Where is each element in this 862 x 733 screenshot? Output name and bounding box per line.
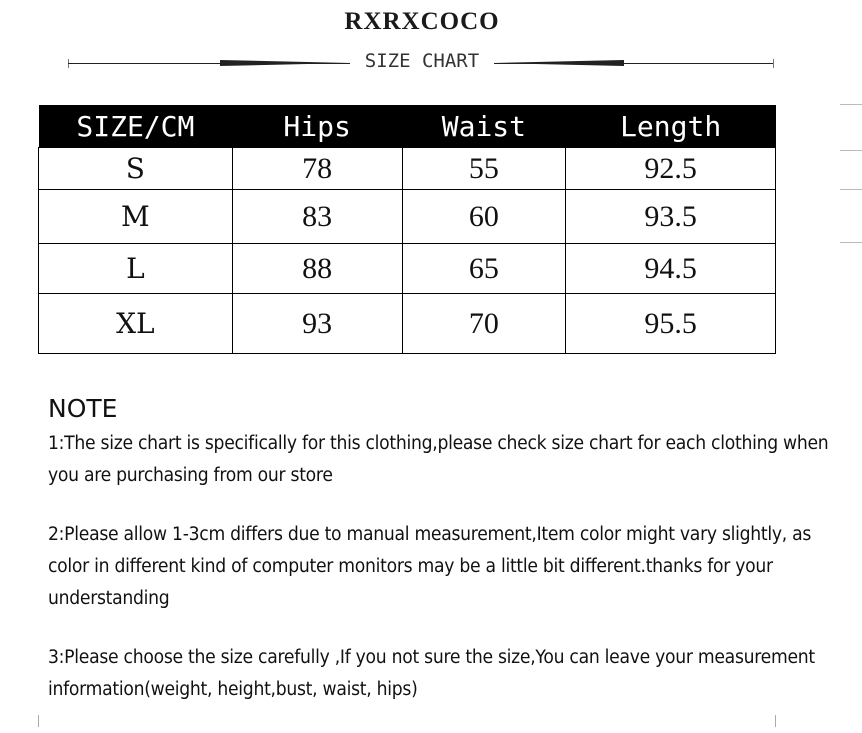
edge-mark [840,104,862,105]
notes-heading: NOTE [48,394,118,423]
size-cell: XL [39,294,233,354]
note-item-2: 2:Please allow 1-3cm differs due to manual measurement,Item color might vary slightly, as color in different kind of computer monitors may be a little bit different.thanks for your understanding [48,524,812,609]
length-cell: 92.5 [566,148,776,190]
waist-cell: 65 [402,244,566,294]
size-cell: M [39,190,233,244]
notes-section [48,394,838,733]
table-row [39,244,776,294]
edge-mark [840,242,862,243]
table-row [39,148,776,190]
brand-title: RXRXCOCO [344,8,500,35]
size-table-header-row [39,105,776,148]
table-row [39,190,776,244]
column-header-hips: Hips [232,105,402,148]
column-header-length: Length [566,105,776,148]
size-chart-subtitle: SIZE CHART [364,50,480,72]
length-cell: 94.5 [566,244,776,294]
title-rule-left-wedge [220,60,350,66]
edge-mark [840,189,862,190]
size-table [38,105,776,354]
waist-cell: 55 [402,148,566,190]
hips-cell: 93 [232,294,402,354]
edge-mark [38,715,39,727]
edge-mark [775,715,776,727]
table-row [39,294,776,354]
title-rule-right [494,63,774,64]
waist-cell: 70 [402,294,566,354]
hips-cell: 88 [232,244,402,294]
size-cell: L [39,244,233,294]
note-item-1: 1:The size chart is specifically for this clothing,please check size chart for each clothing when you are purchasing from our store [48,433,829,486]
length-cell: 93.5 [566,190,776,244]
column-header-waist: Waist [402,105,566,148]
hips-cell: 78 [232,148,402,190]
note-item-3: 3:Please choose the size carefully ,If you not sure the size,You can leave your measurement information(weight, height,bust, waist, hips) [48,647,815,700]
edge-mark [840,150,862,151]
column-header-size: SIZE/CM [39,105,233,148]
rule-right-tick [773,59,774,68]
size-cell: S [39,148,233,190]
length-cell: 95.5 [566,294,776,354]
hips-cell: 83 [232,190,402,244]
waist-cell: 60 [402,190,566,244]
